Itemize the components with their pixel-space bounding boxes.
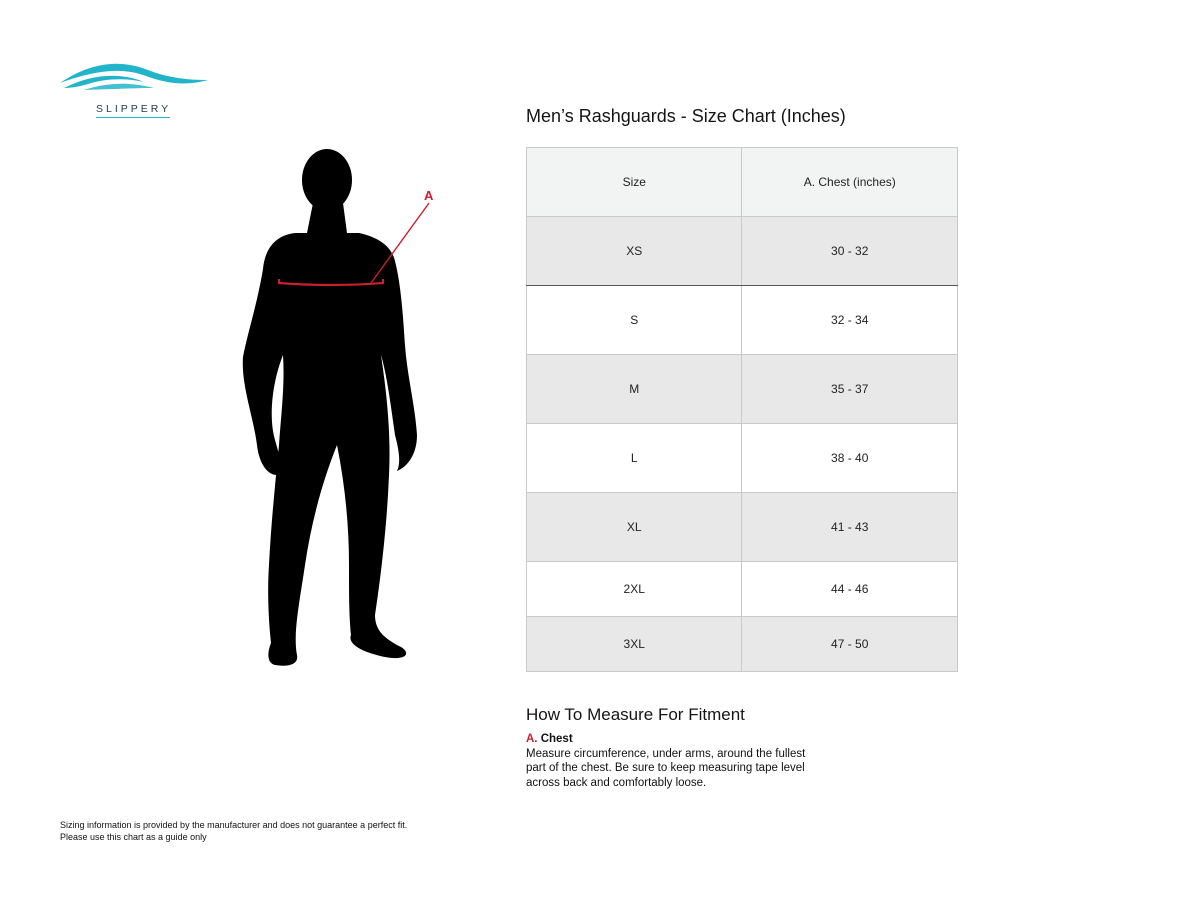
chest-cell: 32 - 34 [742,286,958,355]
table-row [527,424,958,493]
table-row [527,493,958,562]
howto-item-description: Measure circumference, under arms, around the fullest part of the chest. Be sure to keep measuring tape level across back and comfortably loose. [526,747,806,789]
wave-logo-icon [58,56,210,101]
size-cell: 3XL [527,617,742,672]
table-row [527,286,958,355]
table-row [527,217,958,286]
body-silhouette [235,145,445,675]
human-figure-icon [235,145,445,675]
table-row [527,617,958,672]
chest-cell: 41 - 43 [742,493,958,562]
column-header-size: Size [527,148,742,217]
chest-cell: 35 - 37 [742,355,958,424]
table-header-row [527,148,958,217]
size-chart-table [526,147,958,672]
disclaimer-line: Sizing information is provided by the manufacturer and does not guarantee a perfect fit. [60,820,408,830]
chest-cell: 47 - 50 [742,617,958,672]
column-header-chest: A. Chest (inches) [742,148,958,217]
size-cell: L [527,424,742,493]
disclaimer [60,819,480,843]
disclaimer-line: Please use this chart as a guide only [60,832,207,842]
table-row [527,562,958,617]
howto-item-chest [526,732,826,790]
howto-item-letter: A. [526,733,538,745]
size-cell: XS [527,217,742,286]
size-chart-title: Men’s Rashguards - Size Chart (Inches) [526,106,846,126]
chest-cell: 30 - 32 [742,217,958,286]
brand-name: SLIPPERY [96,103,172,115]
chest-cell: 44 - 46 [742,562,958,617]
chest-marker-label: A [424,188,434,203]
table-row [527,355,958,424]
chest-cell: 38 - 40 [742,424,958,493]
size-cell: S [527,286,742,355]
size-cell: 2XL [527,562,742,617]
howto-title: How To Measure For Fitment [526,705,745,724]
brand-logo [58,56,210,122]
size-cell: XL [527,493,742,562]
brand-underline [96,117,170,118]
howto-item-name: Chest [540,733,573,745]
size-cell: M [527,355,742,424]
